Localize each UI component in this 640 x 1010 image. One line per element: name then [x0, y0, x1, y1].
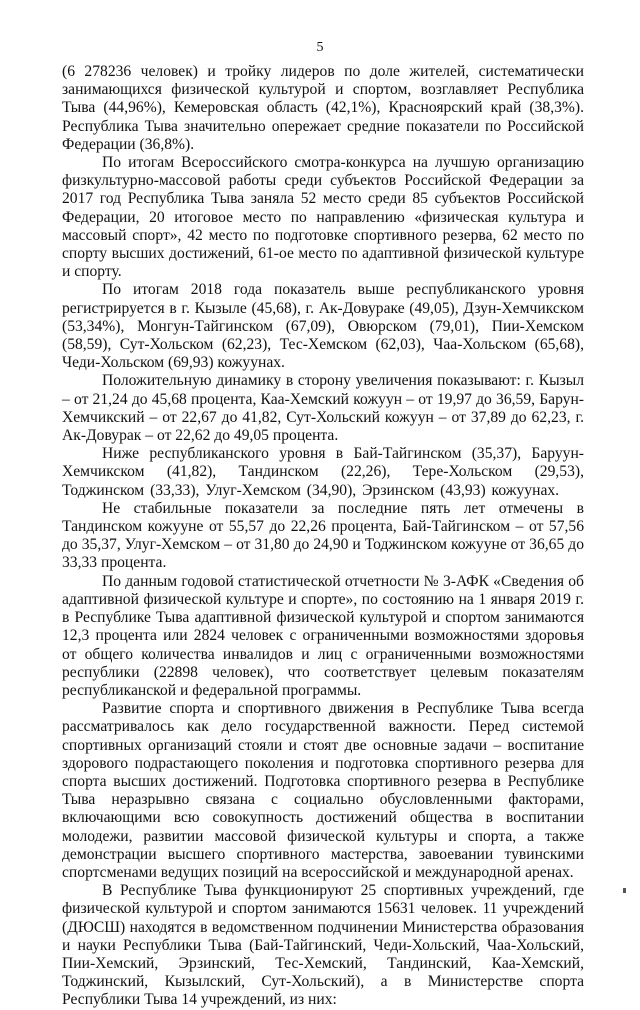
paragraph-6: Не стабильные показатели за последние пять лет отмечены в Тандинском кожууне от 55,57 до 22,26 процента, Бай-Тайгинском – от 57,56 до 35,37, Улуг-Хемском – от 31,80 до 24,90 и Тоджинском кожууне от 36,65 до 33,33 процента. — [62, 499, 584, 572]
paragraph-7: По данным годовой статистической отчетности № 3-АФК «Сведения об адаптивной физической культуре и спорте», по состоянию на 1 января 2019 г. в Республике Тыва адаптивной физической культурой и спортом занимаются 12,3 процента или 2824 человек с ограниченными возможностями здоровья от общего количества инвалидов и лиц с ограниченными возможностями республики (22898 человек), что соответствует целевым показателям республиканской и федеральной программы. — [62, 572, 584, 699]
scan-speck-mark — [623, 888, 626, 893]
paragraph-5: Ниже республиканского уровня в Бай-Тайгинском (35,37), Баруун-Хемчикском (41,82), Тандинском (22,26), Тере-Хольском (29,53), Тоджинском (33,33), Улуг-Хемском (34,90), Эрзинском (43,93) кожуунах. — [62, 445, 584, 499]
page-number: 5 — [316, 40, 324, 55]
paragraph-4: Положительную динамику в сторону увеличения показывают: г. Кызыл – от 21,24 до 45,68 процента, Каа-Хемский кожуун – от 19,97 до 36,59, Барун-Хемчикский – от 22,67 до 41,82, Сут-Хольский кожуун – от 37,89 до 62,23, г. Ак-Довурак – от 22,62 до 49,05 процента. — [62, 372, 584, 445]
paragraph-3: По итогам 2018 года показатель выше республиканского уровня регистрируется в г. Кызыле (45,68), г. Ак-Довураке (49,05), Дзун-Хемчикском (53,34%), Монгун-Тайгинском (67,09), Овюрском (79,01), Пии-Хемском (58,59), Сут-Хольском (62,23), Тес-Хемском (62,03), Чаа-Хольском (65,68), Чеди-Хольском (69,93) кожуунах. — [62, 281, 584, 372]
paragraph-2: По итогам Всероссийского смотра-конкурса на лучшую организацию физкультурно-массовой работы среди субъектов Российской Федерации за 2017 год Республика Тыва заняла 52 место среди 85 субъектов Российской Федерации, 20 итоговое место по направлению «физическая культура и массовый спорт», 42 место по подготовке спортивного резерва, 62 место по спорту высших достижений, 61-ое место по адаптивной физической культуре и спорту. — [62, 154, 584, 281]
paragraph-9: В Республике Тыва функционируют 25 спортивных учреждений, где физической культурой и спортом занимаются 15631 человек. 11 учреждений (ДЮСШ) находятся в ведомственном подчинении Министерства образования и науки Республики Тыва (Бай-Тайгинский, Чеди-Хольский, Чаа-Хольский, Пии-Хемский, Эрзинский, Тес-Хемский, Тандинский, Каа-Хемский, Тоджинский, Кызылский, Сут-Хольский), а в Министерстве спорта Республики Тыва 14 учреждений, из них: — [62, 882, 584, 1009]
body-text — [62, 63, 584, 1010]
paragraph-1: (6 278236 человек) и тройку лидеров по доле жителей, систематически занимающихся физической культурой и спортом, возглавляет Республика Тыва (44,96%), Кемеровская область (42,1%), Красноярский край (38,3%). Республика Тыва значительно опережает средние показатели по Российской Федерации (36,8%). — [62, 63, 584, 153]
paragraph-8: Развитие спорта и спортивного движения в Республике Тыва всегда рассматривалось как дело государственной важности. Перед системой спортивных организаций стояли и стоят две основные задачи – воспитание здорового подрастающего поколения и подготовка спортивного резерва для спорта высших достижений. Подготовка спортивного резерва в Республике Тыва неразрывно связана с социально обусловленными факторами, включающими всю совокупность достижений общества в воспитании молодежи, развитии массовой физической культуры и спорта, а также демонстрации высшего спортивного мастерства, завоевании тувинскими спортсменами ведущих позиций на всероссийской и международной аренах. — [62, 700, 584, 881]
